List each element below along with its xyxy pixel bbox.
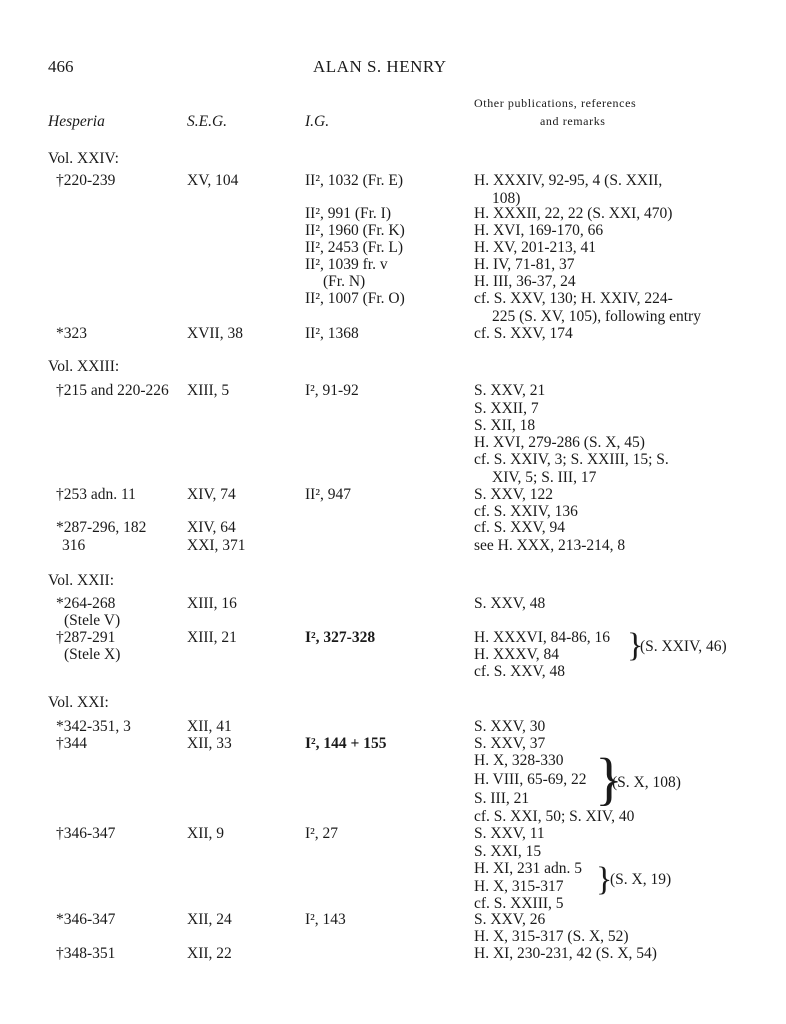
cell-other: H. XI, 231 adn. 5 <box>474 860 583 877</box>
brace-note: (S. XXIV, 46) <box>640 638 727 655</box>
cell-seg: XV, 104 <box>187 172 239 189</box>
cell-ig: II², 947 <box>305 486 351 503</box>
cell-hes: †344 <box>56 735 87 752</box>
cell-ig: II², 1368 <box>305 325 359 342</box>
cell-other: cf. S. XXV, 94 <box>474 519 565 536</box>
col-header-seg: S.E.G. <box>187 113 228 130</box>
cell-ig: I², 91-92 <box>305 382 359 399</box>
cell-hes: †220-239 <box>56 172 116 189</box>
cell-seg: XXI, 371 <box>187 537 246 554</box>
brace-note: (S. X, 19) <box>610 871 672 888</box>
col-header-hesperia: Hesperia <box>48 113 105 130</box>
cell-ig: (Fr. N) <box>323 273 366 290</box>
cell-seg: XIV, 74 <box>187 486 236 503</box>
cell-other: S. XXV, 30 <box>474 718 546 735</box>
brace-note: (S. X, 108) <box>612 774 681 791</box>
cell-hes: †253 adn. 11 <box>56 486 136 503</box>
cell-hes: *346-347 <box>56 911 116 928</box>
volume-heading: Vol. XXIII: <box>48 358 120 375</box>
cell-hes: †287-291 <box>56 629 116 646</box>
page-number: 466 <box>48 57 74 76</box>
cell-other: H. X, 328-330 <box>474 752 564 769</box>
cell-other: 225 (S. XV, 105), following entry <box>492 308 701 325</box>
cell-ig: II², 1007 (Fr. O) <box>305 290 405 307</box>
cell-other: S. XXI, 15 <box>474 843 542 860</box>
cell-ig: II², 1032 (Fr. E) <box>305 172 404 189</box>
cell-seg: XVII, 38 <box>187 325 243 342</box>
cell-other: cf. S. XXV, 130; H. XXIV, 224- <box>474 290 673 307</box>
cell-other: S. XXV, 48 <box>474 595 546 612</box>
cell-seg: XII, 22 <box>187 945 232 962</box>
cell-other: S. XXV, 122 <box>474 486 553 503</box>
brace: } <box>595 746 623 811</box>
cell-other: see H. XXX, 213-214, 8 <box>474 537 626 554</box>
cell-hes: *323 <box>56 325 87 342</box>
cell-other: H. XVI, 279-286 (S. X, 45) <box>474 434 645 451</box>
volume-heading: Vol. XXII: <box>48 572 115 589</box>
cell-other: S. XXV, 37 <box>474 735 546 752</box>
cell-other: H. XV, 201-213, 41 <box>474 239 596 256</box>
col-header-other-line2: and remarks <box>540 114 606 128</box>
cell-other: S. XII, 18 <box>474 417 536 434</box>
cell-other: H. III, 36-37, 24 <box>474 273 576 290</box>
cell-hes: *287-296, 182 <box>56 519 147 536</box>
cell-other: cf. S. XXV, 48 <box>474 663 565 680</box>
cell-hes: †348-351 <box>56 945 116 962</box>
cell-other: S. XXII, 7 <box>474 400 539 417</box>
cell-ig: I², 143 <box>305 911 346 928</box>
cell-hes: 316 <box>62 537 86 554</box>
cell-other: H. IV, 71-81, 37 <box>474 256 575 273</box>
cell-other: cf. S. XXI, 50; S. XIV, 40 <box>474 808 635 825</box>
cell-hes: †346-347 <box>56 825 116 842</box>
cell-ig: II², 1960 (Fr. K) <box>305 222 405 239</box>
cell-seg: XIII, 21 <box>187 629 237 646</box>
cell-seg: XII, 9 <box>187 825 225 842</box>
cell-other: 108) <box>492 190 521 207</box>
cell-other: H. XXXIV, 92-95, 4 (S. XXII, <box>474 172 663 189</box>
brace: } <box>596 861 613 898</box>
cell-ig: I², 144 + 155 <box>305 735 387 752</box>
cell-ig: I², 27 <box>305 825 339 842</box>
volume-heading: Vol. XXI: <box>48 694 109 711</box>
cell-other: S. III, 21 <box>474 790 530 807</box>
cell-other: H. XXXV, 84 <box>474 646 559 663</box>
cell-other: H. XVI, 169-170, 66 <box>474 222 604 239</box>
brace: } <box>627 627 644 664</box>
cell-other: H. X, 315-317 <box>474 878 564 895</box>
cell-hes: (Stele X) <box>64 646 121 663</box>
cell-seg: XII, 41 <box>187 718 232 735</box>
cell-other: cf. S. XXIV, 3; S. XXIII, 15; S. <box>474 451 669 468</box>
cell-other: S. XXV, 26 <box>474 911 546 928</box>
col-header-other-line1: Other publications, references <box>474 96 637 110</box>
cell-ig: I², 327-328 <box>305 629 376 646</box>
cell-other: cf. S. XXIV, 136 <box>474 503 578 520</box>
volume-heading: Vol. XXIV: <box>48 150 119 167</box>
cell-seg: XIII, 16 <box>187 595 237 612</box>
cell-other: H. X, 315-317 (S. X, 52) <box>474 928 629 945</box>
cell-ig: II², 1039 fr. v <box>305 256 388 273</box>
cell-other: H. XXXVI, 84-86, 16 <box>474 629 611 646</box>
cell-other: S. XXV, 21 <box>474 382 546 399</box>
cell-seg: XII, 24 <box>187 911 232 928</box>
cell-hes: *342-351, 3 <box>56 718 131 735</box>
cell-other: S. XXV, 11 <box>474 825 545 842</box>
cell-hes: †215 and 220-226 <box>56 382 169 399</box>
cell-other: H. XI, 230-231, 42 (S. X, 54) <box>474 945 657 962</box>
cell-seg: XIII, 5 <box>187 382 230 399</box>
running-title: ALAN S. HENRY <box>313 57 447 76</box>
cell-other: cf. S. XXIII, 5 <box>474 895 564 912</box>
cell-ig: II², 991 (Fr. I) <box>305 205 392 222</box>
cell-ig: II², 2453 (Fr. L) <box>305 239 404 256</box>
col-header-ig: I.G. <box>305 113 330 130</box>
cell-other: XIV, 5; S. III, 17 <box>492 469 597 486</box>
cell-other: H. XXXII, 22, 22 (S. XXI, 470) <box>474 205 673 222</box>
cell-other: cf. S. XXV, 174 <box>474 325 573 342</box>
cell-seg: XII, 33 <box>187 735 232 752</box>
cell-hes: *264-268 <box>56 595 116 612</box>
cell-seg: XIV, 64 <box>187 519 236 536</box>
cell-other: H. VIII, 65-69, 22 <box>474 771 587 788</box>
cell-hes: (Stele V) <box>64 612 121 629</box>
